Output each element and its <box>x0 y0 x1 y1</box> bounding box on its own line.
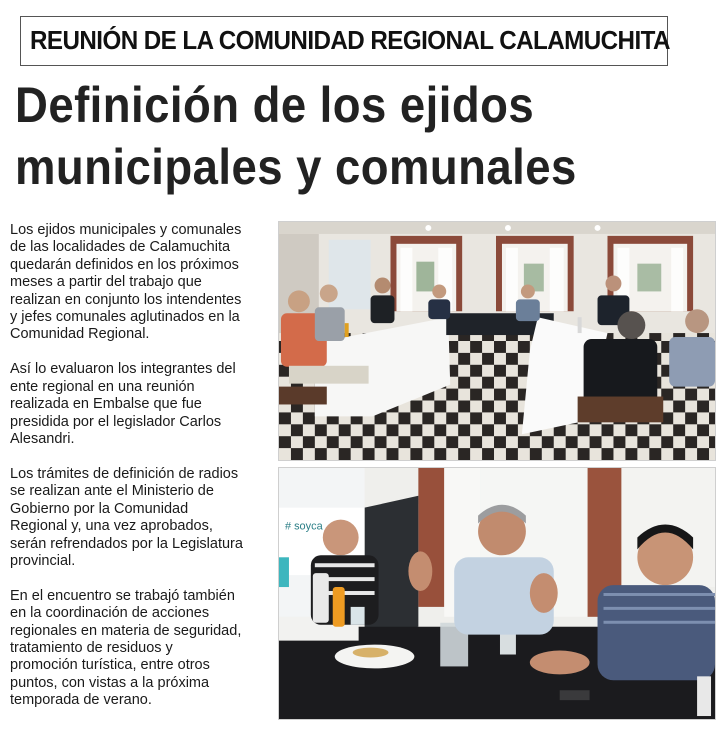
text-line: Alesandri. <box>10 430 75 447</box>
text-line: En el encuentro se trabajó también <box>10 587 235 604</box>
officials-closeup-illustration <box>279 468 715 719</box>
text-line: se realizan ante el Ministerio de <box>10 483 214 500</box>
text-line: realizada en Embalse que fue <box>10 396 202 413</box>
section-header-box <box>20 16 668 66</box>
text-line: quedarán definidos en los próximos <box>10 256 239 273</box>
text-line: y jefes comunales aglutinados en la <box>10 309 240 326</box>
paragraph-4 <box>10 588 272 710</box>
text-line: provincial. <box>10 552 76 569</box>
section-label: REUNIÓN DE LA COMUNIDAD REGIONAL CALAMUCHITA <box>30 25 670 55</box>
text-line: Los trámites de definición de radios <box>10 465 239 482</box>
text-line: tratamiento de residuos y <box>10 640 173 657</box>
text-line: presidida por el legislador Carlos <box>10 413 222 430</box>
text-line: Comunidad Regional. <box>10 326 150 343</box>
headline-line-2: municipales y comunales <box>15 139 577 195</box>
text-line: Gobierno por la Comunidad <box>10 500 189 517</box>
text-line: Los ejidos municipales y comunales <box>10 222 242 238</box>
text-line: serán refrendados por la Legislatura <box>10 535 243 552</box>
text-line: realizan en conjunto los intendentes <box>10 291 242 308</box>
text-line: puntos, con vistas a la próxima <box>10 674 210 691</box>
text-line: en la coordinación de acciones <box>10 605 210 622</box>
text-line: Así lo evaluaron los integrantes del <box>10 361 236 378</box>
text-line: de las localidades de Calamuchita <box>10 239 231 256</box>
meeting-room-illustration <box>279 222 715 460</box>
text-line: Regional y, una vez aprobados, <box>10 518 213 535</box>
paragraph-3 <box>10 466 272 570</box>
banner-text: # soyca <box>284 520 323 533</box>
text-line: temporada de verano. <box>10 692 152 709</box>
text-line: meses a partir del trabajo que <box>10 274 202 291</box>
article-body <box>10 222 272 727</box>
meeting-room-photo <box>278 221 716 461</box>
officials-closeup-photo <box>278 467 716 720</box>
text-line: ente regional en una reunión <box>10 378 195 395</box>
text-line: regionales en materia de seguridad, <box>10 622 242 639</box>
paragraph-1 <box>10 222 272 344</box>
text-line: promoción turística, entre otros <box>10 657 210 674</box>
paragraph-2 <box>10 361 272 448</box>
headline <box>15 74 715 198</box>
headline-line-1: Definición de los ejidos <box>15 77 535 133</box>
